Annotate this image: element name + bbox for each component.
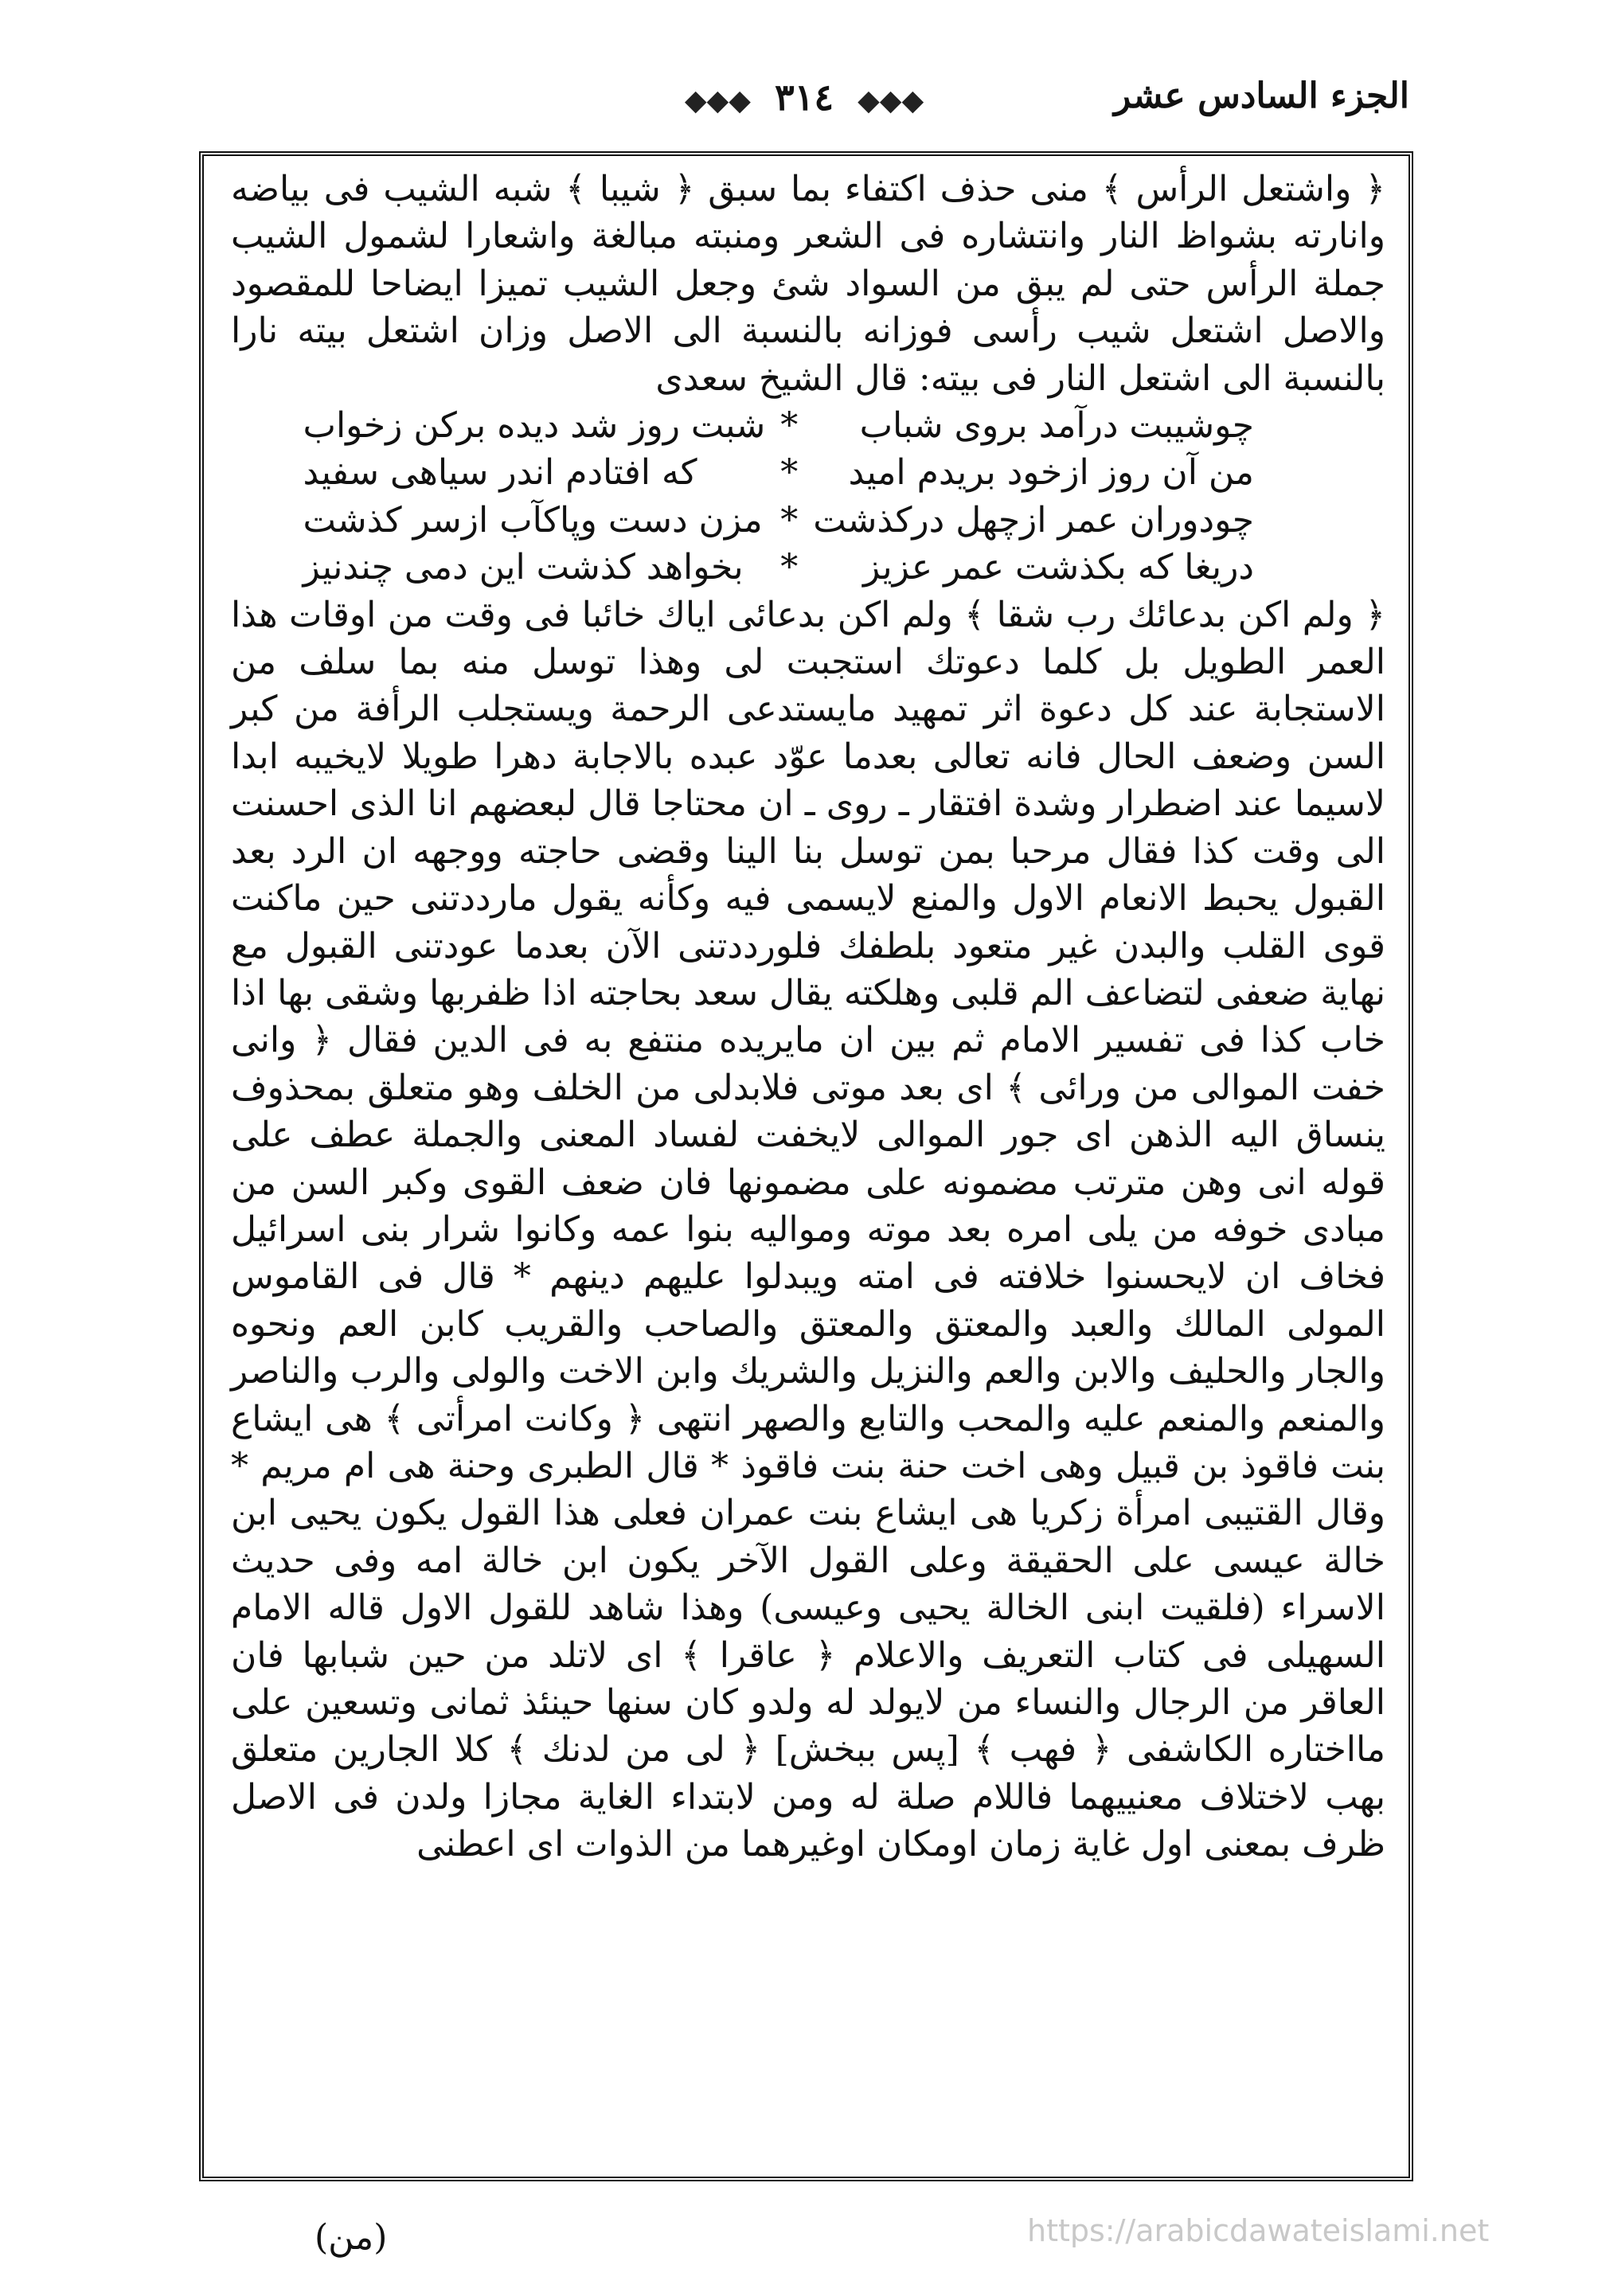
watermark-url: https://arabicdawateislami.net: [1027, 2213, 1490, 2248]
page-number: [674, 76, 935, 119]
page-number-value: ٣١٤: [774, 76, 834, 119]
poem-hemistich: كه افتادم اندر سياهى سفيد: [303, 452, 697, 494]
page-header: [199, 76, 1409, 139]
poem-hemistich: دريغا كه بكذشت عمر عزيز: [863, 547, 1254, 588]
poem: [303, 402, 1254, 592]
part-label: الجزء السادس عشر: [1113, 76, 1409, 116]
ornament-left: ◆◆◆: [684, 84, 751, 117]
poem-separator: *: [780, 547, 799, 588]
poem-hemistich: چودوران عمر ازچهل دركذشت: [813, 499, 1254, 541]
poem-hemistich: من آن روز ازخود بريدم اميد: [848, 452, 1254, 494]
poem-separator: *: [780, 405, 799, 447]
poem-separator: *: [780, 452, 799, 494]
paragraph-2: ﴿ ولم اكن بدعائك رب شقا ﴾ ولم اكن بدعائى اياك خائبا فى وقت من اوقات هذا العمر الطويل بل كلما دعوتك استجبت لى وهذا توسل منه بما سلف من الاستجابة عند كل دعوة اثر تمهيد مايستدعى الرحمة ويستجلب الرأفة من كبر السن وضعف الحال فانه تعالى بعدما عوّد عبده بالاجابة دهرا طويلا لايخيبه ابدا لاسيما عند اضطرار وشدة افتقار ـ روى ـ ان محتاجا قال لبعضهم انا الذى احسنت الى وقت كذا فقال مرحبا بمن توسل بنا الينا وقضى حاجته ووجهه ان الرد بعد القبول يحبط الانعام الاول والمنع لايسمى فيه وكأنه يقول مارددتنى حين ماكنت قوى القلب والبدن غير متعود بلطفك فلورددتنى الآن بعدما عودتنى القبول مع نهاية ضعفى لتضاعف الم قلبى وهلكته يقال سعد بحاجته اذا ظفربها وشقى بها اذا خاب كذا فى تفسير الامام ثم بين ان مايريده منتفع به فى الدين فقال ﴿ وانى خفت الموالى من ورائى ﴾ اى بعد موتى فلابدلى من الخلف وهو متعلق بمحذوف ينساق اليه الذهن اى جور الموالى لايخفت لفساد المعنى والجملة عطف على قوله انى وهن مترتب مضمونه على مضمونها فان ضعف القوى وكبر السن من مبادى خوفه من يلى امره بعد موته ومواليه بنوا عمه وكانوا شرار بنى اسرائيل فخاف ان لايحسنوا خلافته فى امته ويبدلوا عليهم دينهم * قال فى القاموس المولى المالك والعبد والمعتق والمعتق والصاحب والقريب كابن العم ونحوه والجار والحليف والابن والعم والنزيل والشريك وابن الاخت والولى والرب والناصر والمنعم والمنعم عليه والمحب والتابع والصهر انتهى ﴿ وكانت امرأتى ﴾ هى ايشاع بنت فاقوذ بن قبيل وهى اخت حنة بنت فاقوذ * قال الطبرى وحنة هى ام مريم * وقال القتيبى امرأة زكريا هى ايشاع بنت عمران فعلى هذا القول يكون يحيى ابن خالة عيسى على الحقيقة وعلى القول الآخر يكون ابن خالة امه وفى حديث الاسراء (فلقيت ابنى الخالة يحيى وعيسى) وهذا شاهد للقول الاول قاله الامام السهيلى فى كتاب التعريف والاعلام ﴿ عاقرا ﴾ اى لاتلد من حين شبابها فان العاقر من الرجال والنساء من لايولد له ولدو كان سنها حينئذ ثمانى وتسعين على مااختاره الكاشفى ﴿ فهب ﴾ [پس ببخش] ﴿ لى من لدنك ﴾ كلا الجارين متعلق بهب لاختلاف معنييهما فاللام صلة له ومن لابتداء الغاية مجازا ولدن فى الاصل ظرف بمعنى اول غاية زمان اومكان اوغيرهما من الذوات اى اعطنى: [231, 594, 1385, 1865]
poem-hemistich: مزن دست وپاكآب ازسر كذشت: [303, 499, 763, 541]
catchword: (من): [315, 2217, 388, 2258]
poem-hemistich: شبت روز شد ديده بركن زخواب: [303, 405, 766, 447]
ornament-right: ◆◆◆: [858, 84, 924, 117]
poem-hemistich: بخواهد كذشت اين دمى چندنيز: [303, 547, 744, 588]
page-text: [231, 166, 1385, 1868]
paragraph-1: ﴿ واشتعل الرأس ﴾ منى حذف اكتفاء بما سبق ﴿ شيبا ﴾ شبه الشيب فى بياضه وانارته بشواظ النار وانتشاره فى الشعر ومنبته مبالغة واشعارا لشمول الشيب جملة الرأس حتى لم يبق من السواد شئ وجعل الشيب تميزا ايضاحا للمقصود والاصل اشتعل شيب رأسى فوزانه بالنسبة الى الاصل وزان اشتعل بيته نارا بالنسبة الى اشتعل النار فى بيته: قال الشيخ سعدى: [231, 169, 1385, 399]
poem-hemistich: چوشيبت درآمد بروى شباب: [859, 405, 1254, 447]
poem-separator: *: [780, 499, 799, 541]
